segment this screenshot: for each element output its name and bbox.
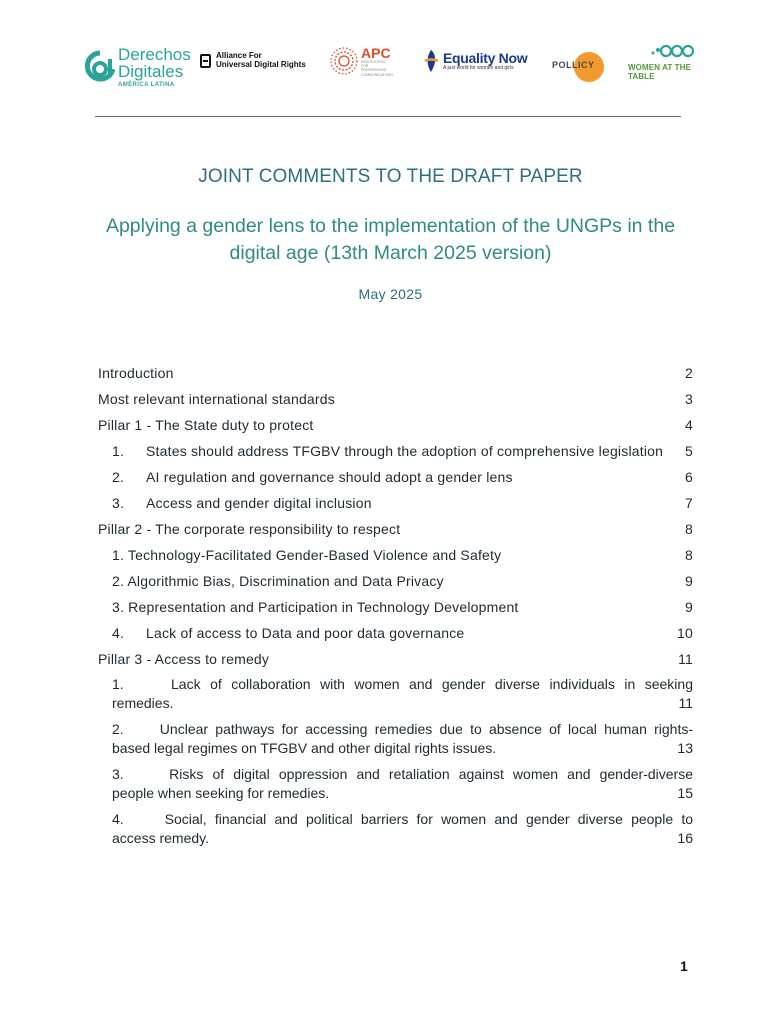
toc-label: AI regulation and governance should adopt a gender lens bbox=[146, 469, 513, 485]
apc-logo bbox=[330, 45, 394, 77]
equality-now-logo bbox=[422, 48, 527, 74]
toc-page: 8 bbox=[685, 521, 693, 537]
toc-label: Introduction bbox=[98, 365, 174, 381]
derechos-digitales-icon bbox=[84, 49, 116, 85]
toc-page: 2 bbox=[685, 365, 693, 381]
alliance-line2: Universal Digital Rights bbox=[216, 59, 306, 69]
toc-label: Lack of access to Data and poor data governance bbox=[146, 625, 465, 641]
toc-label: Pillar 2 - The corporate responsibility to respect bbox=[98, 521, 401, 537]
toc-entry-introduction[interactable] bbox=[98, 363, 693, 389]
partner-logos bbox=[80, 40, 716, 92]
toc-entry-p2-item-3[interactable] bbox=[98, 597, 693, 623]
toc-entry-p3-item-4[interactable] bbox=[98, 810, 693, 848]
toc-entry-p2-item-4[interactable] bbox=[98, 623, 693, 649]
women-at-the-table-logo bbox=[628, 42, 716, 81]
toc-entry-pillar-1[interactable] bbox=[98, 415, 693, 441]
toc-page: 9 bbox=[685, 599, 693, 615]
toc-page: 9 bbox=[685, 573, 693, 589]
toc-label: 2. Algorithmic Bias, Discrimination and Data Privacy bbox=[112, 573, 444, 589]
toc-label-line1: 4. Social, financial and political barriers for women and gender diverse people to bbox=[112, 811, 693, 827]
toc-label: 3. Representation and Participation in Technology Development bbox=[112, 599, 519, 615]
equality-name: Equality Now bbox=[443, 50, 528, 66]
toc-label-line2: remedies. bbox=[112, 695, 174, 711]
apc-tagline: ASSOCIATION FOR PROGRESSIVE COMMUNICATIONS bbox=[361, 60, 394, 77]
document-subtitle bbox=[60, 213, 721, 267]
toc-entry-pillar-2[interactable] bbox=[98, 519, 693, 545]
toc-entry-p3-item-3[interactable] bbox=[98, 765, 693, 803]
toc-page: 8 bbox=[685, 547, 693, 563]
toc-entry-p3-item-2[interactable] bbox=[98, 720, 693, 758]
derechos-line2: Digitales bbox=[118, 62, 184, 81]
equality-tagline: A just world for women and girls bbox=[443, 65, 514, 71]
toc-label: Most relevant international standards bbox=[98, 391, 335, 407]
toc-entry-p1-item-1[interactable] bbox=[98, 441, 693, 467]
toc-page: 6 bbox=[685, 469, 693, 485]
toc-label: 1. Technology-Facilitated Gender-Based Violence and Safety bbox=[112, 547, 502, 563]
toc-page: 16 bbox=[677, 830, 693, 846]
derechos-line3: AMÉRICA LATINA bbox=[118, 82, 175, 88]
toc-page: 15 bbox=[677, 785, 693, 801]
toc-entry-pillar-3[interactable] bbox=[98, 649, 693, 675]
toc-page: 5 bbox=[685, 443, 693, 459]
subtitle-line1: Applying a gender lens to the implementation of the UNGPs in the bbox=[105, 215, 676, 237]
alliance-logo bbox=[200, 52, 306, 70]
toc-page: 11 bbox=[678, 651, 693, 667]
toc-num: 3. bbox=[112, 495, 125, 511]
toc-entry-p1-item-2[interactable] bbox=[98, 467, 693, 493]
toc-label: Access and gender digital inclusion bbox=[146, 495, 372, 511]
toc-page: 7 bbox=[685, 495, 693, 511]
toc-label-line1: 2. Unclear pathways for accessing remedies due to absence of local human rights- bbox=[112, 721, 693, 737]
derechos-line1: Derechos bbox=[118, 45, 191, 64]
alliance-line1: Alliance For bbox=[216, 51, 262, 60]
watt-dots-icon bbox=[649, 42, 695, 60]
toc-page: 10 bbox=[677, 625, 693, 641]
toc-page: 13 bbox=[677, 740, 693, 756]
document-date: May 2025 bbox=[358, 286, 423, 302]
toc-label: Pillar 1 - The State duty to protect bbox=[98, 417, 314, 433]
table-of-contents bbox=[98, 363, 693, 855]
document-title: JOINT COMMENTS TO THE DRAFT PAPER bbox=[198, 166, 583, 187]
header-divider bbox=[95, 116, 681, 117]
apc-sunburst-icon bbox=[330, 46, 358, 76]
page-number: 1 bbox=[680, 958, 688, 974]
toc-label-line2: based legal regimes on TFGBV and other digital rights issues. bbox=[112, 740, 497, 756]
toc-entry-p2-item-1[interactable] bbox=[98, 545, 693, 571]
subtitle-line2: digital age (13th March 2025 version) bbox=[229, 242, 552, 264]
derechos-digitales-logo bbox=[84, 46, 191, 88]
pollicy-logo bbox=[552, 60, 595, 70]
equality-now-icon bbox=[422, 48, 440, 74]
toc-num: 1. bbox=[112, 443, 125, 459]
toc-entry-standards[interactable] bbox=[98, 389, 693, 415]
watt-name: WOMEN AT THE TABLE bbox=[628, 63, 691, 81]
alliance-icon bbox=[200, 54, 211, 68]
toc-page: 4 bbox=[685, 417, 693, 433]
apc-name: APC bbox=[361, 45, 391, 61]
toc-page: 11 bbox=[678, 695, 693, 711]
toc-page: 3 bbox=[685, 391, 693, 407]
toc-label: Pillar 3 - Access to remedy bbox=[98, 651, 270, 667]
toc-label-line1: 1. Lack of collaboration with women and gender diverse individuals in seeking bbox=[112, 676, 693, 692]
toc-entry-p1-item-3[interactable] bbox=[98, 493, 693, 519]
pollicy-name: POLLICY bbox=[552, 60, 595, 70]
toc-label-line2: people when seeking for remedies. bbox=[112, 785, 330, 801]
toc-entry-p3-item-1[interactable] bbox=[98, 675, 693, 713]
toc-num: 2. bbox=[112, 469, 125, 485]
toc-label-line2: access remedy. bbox=[112, 830, 209, 846]
toc-num: 4. bbox=[112, 625, 125, 641]
toc-label-line1: 3. Risks of digital oppression and retaliation against women and gender-diverse bbox=[112, 766, 693, 782]
toc-entry-p2-item-2[interactable] bbox=[98, 571, 693, 597]
toc-label: States should address TFGBV through the adoption of comprehensive legislation bbox=[146, 443, 664, 459]
